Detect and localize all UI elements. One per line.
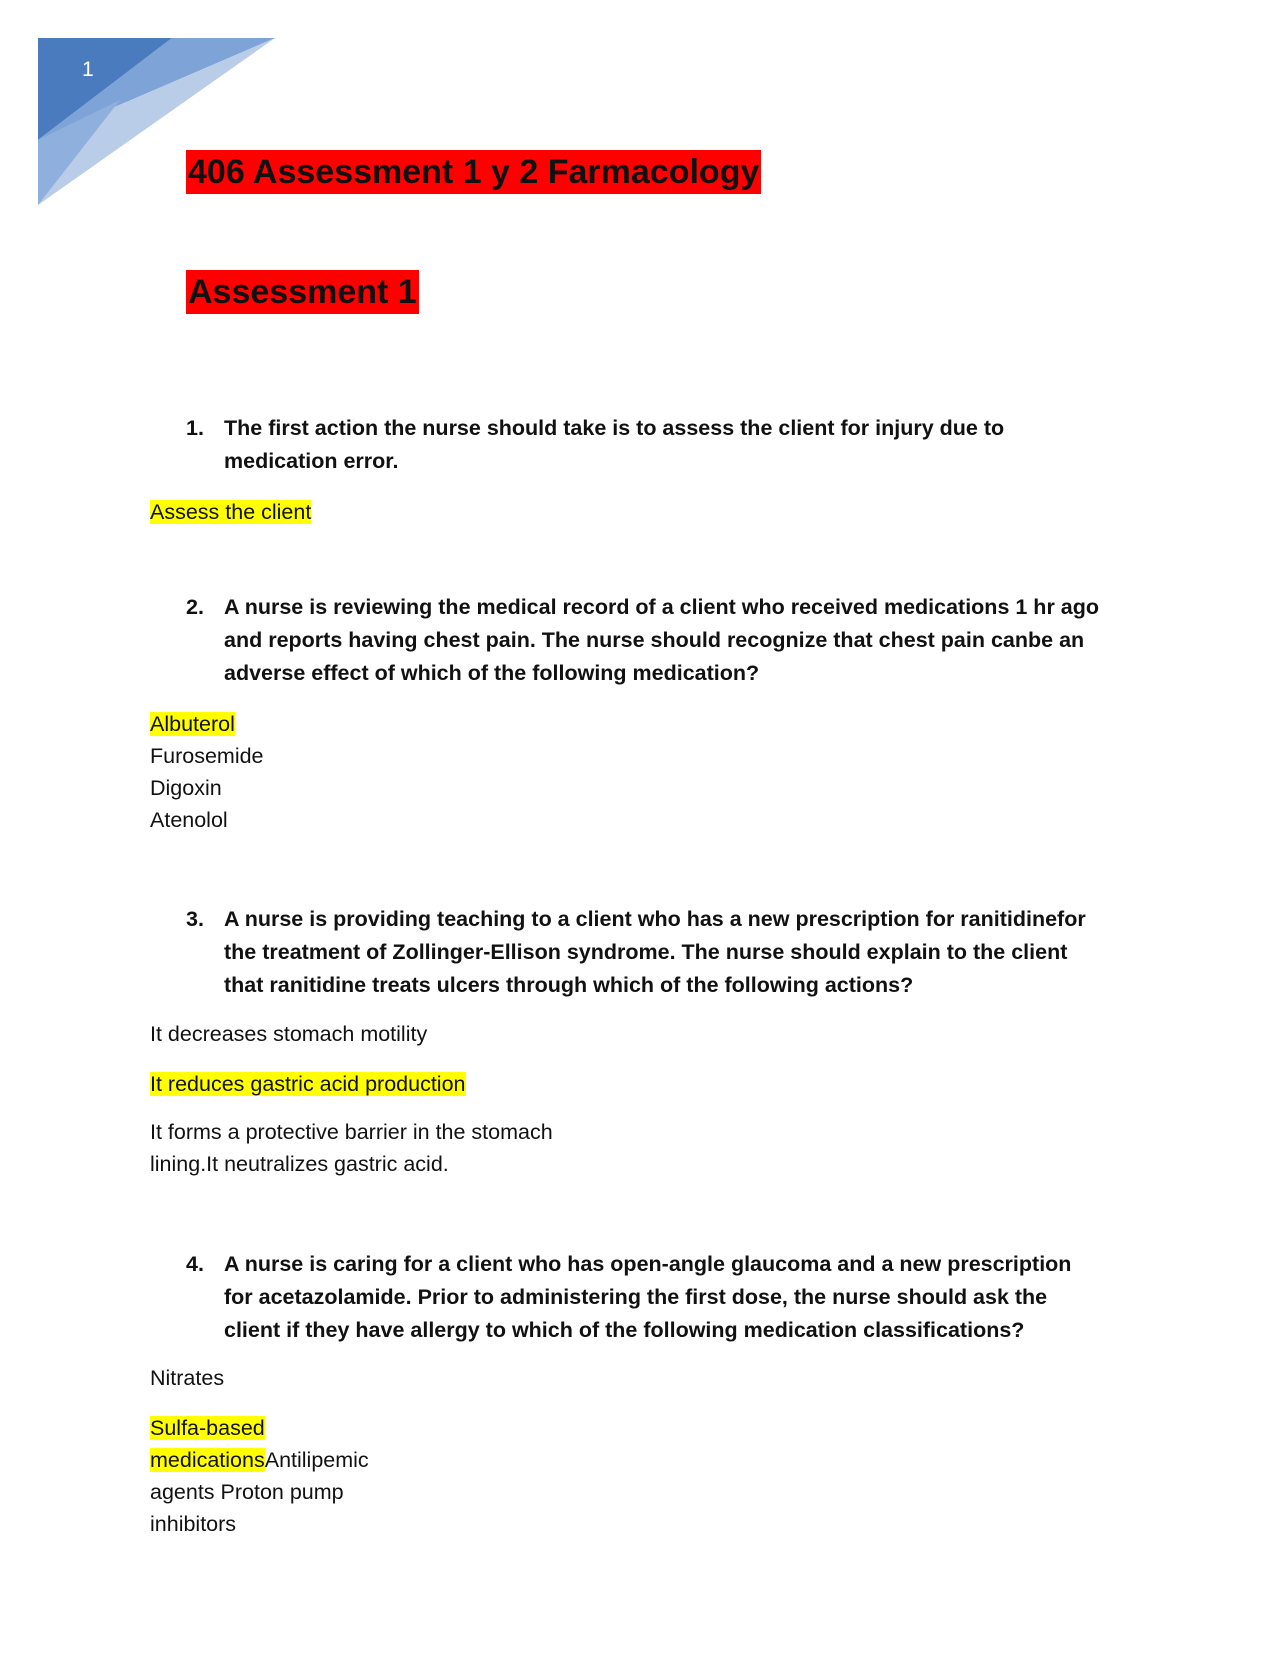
question-number: 3. (186, 907, 204, 931)
question-text: A nurse is caring for a client who has open-angle glaucoma and a new prescription for acetazolamide. Prior to administering the first dose, the nurse should ask the client if they have allergy to which of the following medication classifications? (224, 1252, 1072, 1342)
question-1 (186, 412, 1106, 478)
question-text: A nurse is reviewing the medical record of a client who received medications 1 hr ago and reports having chest pain. The nurse should recognize that chest pain canbe an adverse effect of which of the following medication? (224, 595, 1100, 685)
answer-option: Nitrates (150, 1366, 225, 1390)
answer-option: Antilipemic (264, 1448, 369, 1472)
answer-option (150, 1068, 466, 1100)
correct-answer: It reduces gastric acid production (150, 1072, 466, 1096)
question-4 (186, 1248, 1106, 1347)
answer-option: inhibitors (150, 1512, 237, 1536)
question-2 (186, 591, 1106, 690)
answer-option: Atenolol (150, 808, 228, 832)
correct-answer: medications (150, 1448, 265, 1472)
answer-option: Furosemide (150, 744, 264, 768)
page-number: 1 (82, 58, 94, 81)
correct-answer: Sulfa-based (150, 1416, 265, 1440)
question-number: 1. (186, 416, 204, 440)
answer-option: It decreases stomach motility (150, 1022, 428, 1046)
answer-options-block (150, 1412, 369, 1540)
correct-answer: Albuterol (150, 712, 235, 736)
section-heading: Assessment 1 (186, 270, 419, 314)
answer-option: Digoxin (150, 776, 222, 800)
question-3 (186, 903, 1106, 1002)
question-text: A nurse is providing teaching to a client who has a new prescription for ranitidinefor the treatment of Zollinger-Ellison syndrome. The nurse should explain to the client that ranitidine treats ulcers through which of the following actions? (224, 907, 1086, 997)
answer-option: agents Proton pump (150, 1480, 344, 1504)
answer-option (150, 496, 311, 528)
answer-option: lining.It neutralizes gastric acid. (150, 1152, 449, 1176)
question-text: The first action the nurse should take is to assess the client for injury due to medication error. (224, 416, 1005, 473)
correct-answer: Assess the client (150, 500, 312, 524)
question-number: 4. (186, 1252, 204, 1276)
document-title: 406 Assessment 1 y 2 Farmacology (186, 150, 761, 194)
answer-option: It forms a protective barrier in the stomach (150, 1120, 553, 1144)
question-number: 2. (186, 595, 204, 619)
answer-option (150, 708, 235, 740)
